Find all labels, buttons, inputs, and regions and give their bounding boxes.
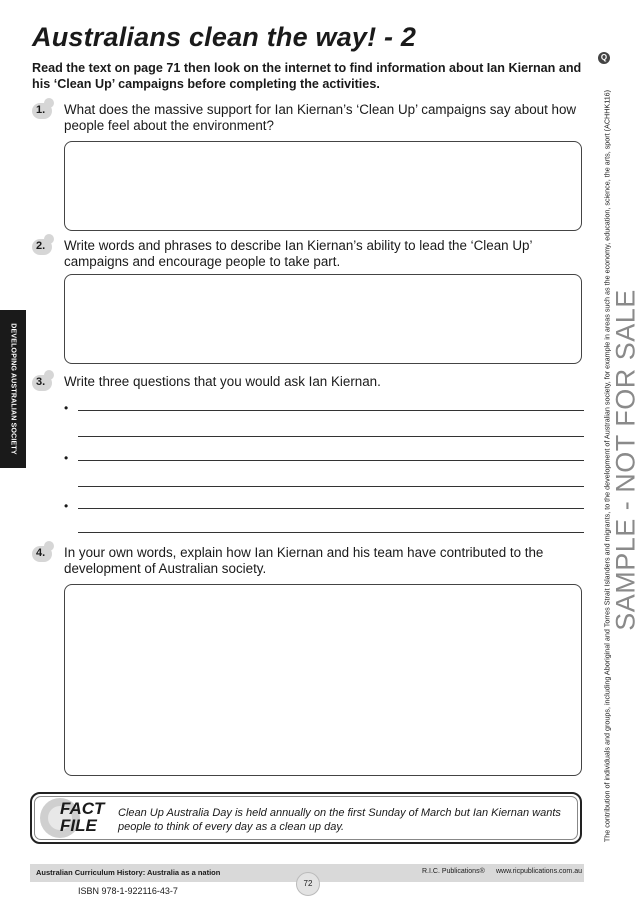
curriculum-note: The contribution of individuals and groups, including Aboriginal and Torres Strait Islanders and migrants, to the development of Australian society, for example in areas such as the economy, education, science, the arts, sport (ACHHK116) [602,89,612,843]
footer-book-title: Australian Curriculum History: Australia as a nation [36,868,221,877]
answer-line[interactable] [78,410,584,411]
answer-line[interactable] [78,508,584,509]
question-1-text: What does the massive support for Ian Kiernan’s ‘Clean Up’ campaigns say about how people feel about the environment? [64,102,577,133]
fact-file-box [30,792,582,844]
question-number-badge: 3. [32,374,54,392]
answer-line[interactable] [78,436,584,437]
answer-line[interactable] [78,460,584,461]
answer-box-1[interactable] [64,141,582,231]
side-tab-label: DEVELOPING AUSTRALIAN SOCIETY [9,323,17,455]
question-3-text: Write three questions that you would ask Ian Kiernan. [64,374,381,389]
bullet-3: • [64,499,69,513]
footer-publisher: R.I.C. Publications® [422,868,485,875]
question-2-text: Write words and phrases to describe Ian Kiernan’s ability to lead the ‘Clean Up’ campaigns and encourage people to take part. [64,238,532,269]
fact-file-label: FACT FILE [60,799,105,835]
footer-website: www.ricpublications.com.au [496,868,582,875]
question-4-text: In your own words, explain how Ian Kiernan and his team have contributed to the development of Australian society. [64,545,544,576]
question-number-badge: 2. [32,238,54,256]
bullet-2: • [64,451,69,465]
intro-instructions: Read the text on page 71 then look on the internet to find information about Ian Kiernan and his ‘Clean Up’ campaigns before completing the activities. [32,61,582,91]
bullet-1: • [64,401,69,415]
question-number-badge: 1. [32,102,54,120]
fact-file-text: Clean Up Australia Day is held annually on the first Sunday of March but Ian Kiernan wants people to think of every day as a clean up day. [118,807,561,833]
answer-box-2[interactable] [64,274,582,364]
answer-box-4[interactable] [64,584,582,776]
answer-line[interactable] [78,486,584,487]
answer-line[interactable] [78,532,584,533]
section-side-tab [0,310,26,468]
isbn: ISBN 978-1-922116-43-7 [78,886,178,896]
page-title: Australians clean the way! - 2 [32,22,417,52]
question-number-badge: 4. [32,545,54,563]
curriculum-icon: Q [598,52,610,64]
page-number: 72 [296,872,320,896]
